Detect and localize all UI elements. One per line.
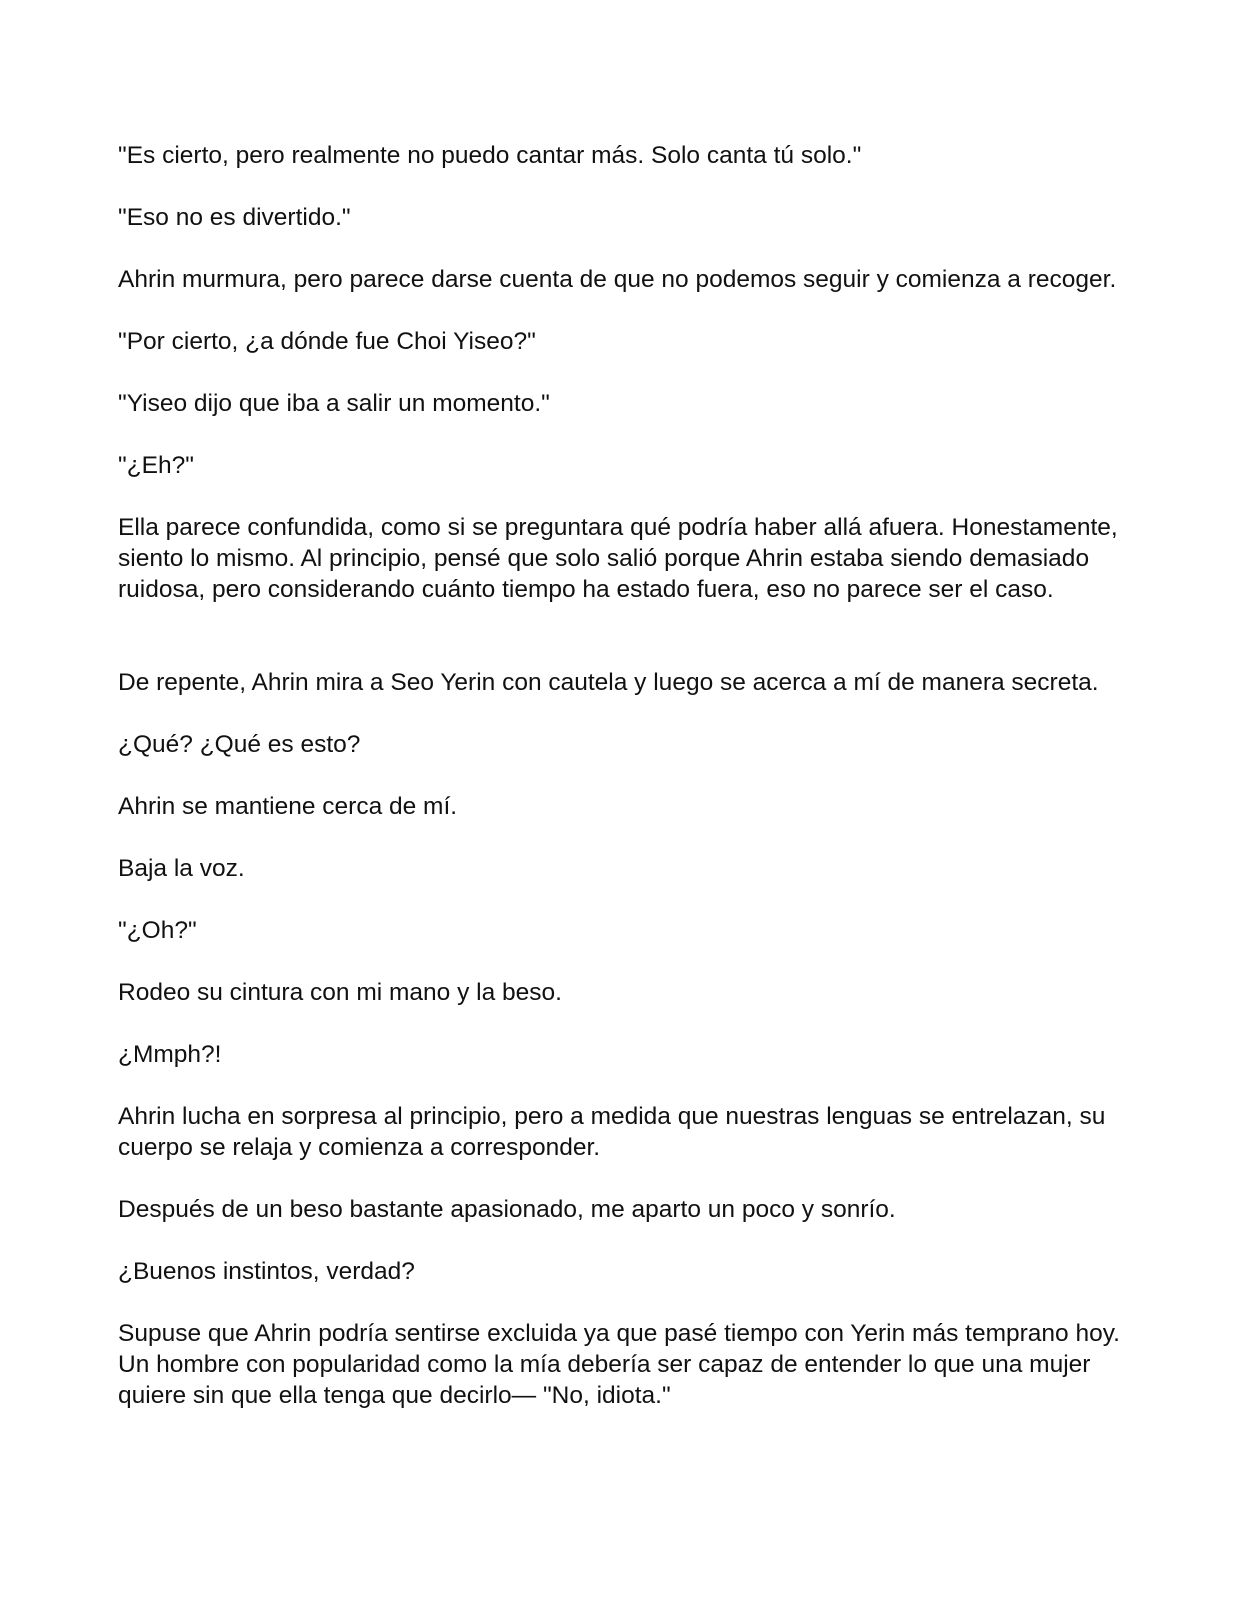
- paragraph: Ahrin lucha en sorpresa al principio, pero a medida que nuestras lenguas se entrelazan, su cuerpo se relaja y comienza a corresponder.: [118, 1103, 1106, 1161]
- paragraph: Ahrin se mantiene cerca de mí.: [118, 793, 458, 820]
- paragraph: ¿Buenos instintos, verdad?: [118, 1258, 415, 1285]
- paragraph: ¿Qué? ¿Qué es esto?: [118, 731, 361, 758]
- paragraph: Supuse que Ahrin podría sentirse excluida ya que pasé tiempo con Yerin más temprano hoy. Un hombre con popularidad como la mía debería ser capaz de entender lo que una mujer quiere sin que ella tenga que decirlo— "No, idiota.": [118, 1320, 1120, 1409]
- paragraph: Baja la voz.: [118, 855, 245, 882]
- paragraph: "Yiseo dijo que iba a salir un momento.": [118, 390, 550, 417]
- paragraph: "¿Oh?": [118, 917, 197, 944]
- paragraph: "Eso no es divertido.": [118, 204, 351, 231]
- paragraph: ¿Mmph?!: [118, 1041, 222, 1068]
- paragraph: Después de un beso bastante apasionado, me aparto un poco y sonrío.: [118, 1196, 896, 1223]
- document-body: [118, 140, 1128, 1442]
- paragraph: Rodeo su cintura con mi mano y la beso.: [118, 979, 562, 1006]
- paragraph: "¿Eh?": [118, 452, 194, 479]
- paragraph: De repente, Ahrin mira a Seo Yerin con cautela y luego se acerca a mí de manera secreta.: [118, 669, 1099, 696]
- paragraph: Ella parece confundida, como si se preguntara qué podría haber allá afuera. Honestamente, siento lo mismo. Al principio, pensé que solo salió porque Ahrin estaba siendo demasiado ruidosa, pero considerando cuánto tiempo ha estado fuera, eso no parece ser el caso.: [118, 514, 1118, 603]
- paragraph: "Es cierto, pero realmente no puedo cantar más. Solo canta tú solo.": [118, 142, 862, 169]
- paragraph: Ahrin murmura, pero parece darse cuenta de que no podemos seguir y comienza a recoger.: [118, 266, 1117, 293]
- paragraph: "Por cierto, ¿a dónde fue Choi Yiseo?": [118, 328, 536, 355]
